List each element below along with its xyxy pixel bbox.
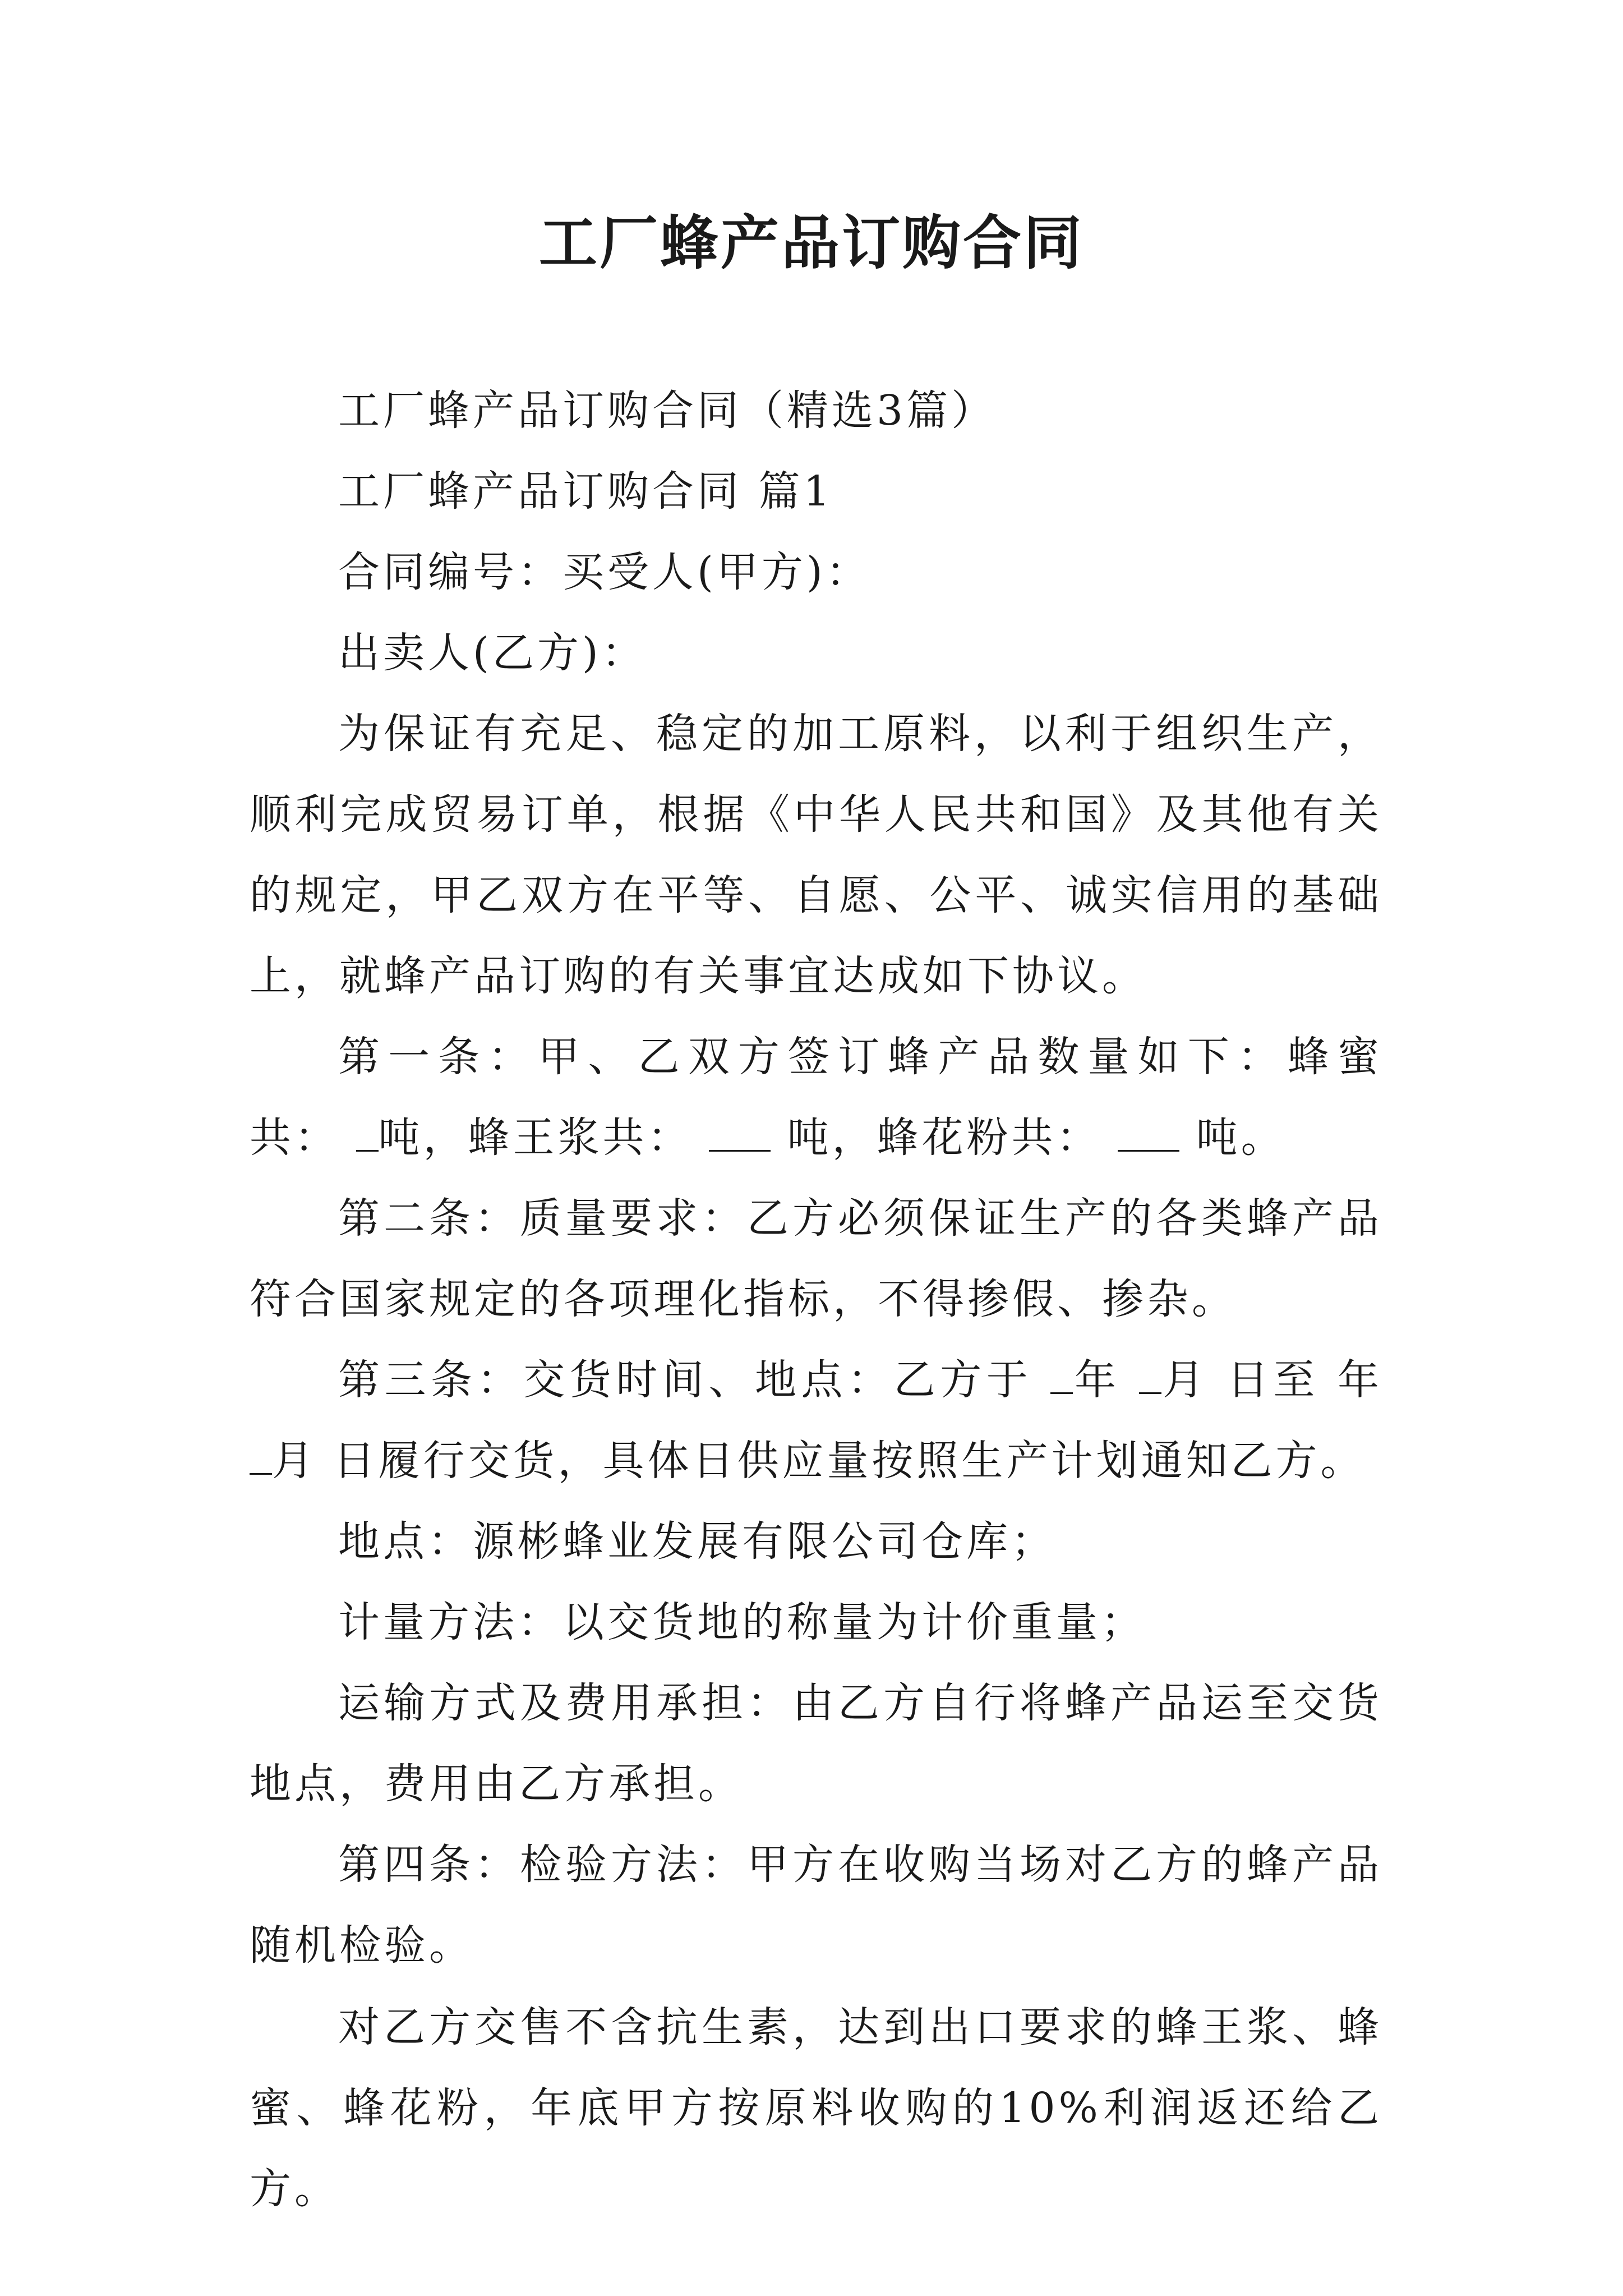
article-1-text-c: 吨，蜂花粉共：: [787, 1114, 1101, 1162]
article-3-paragraph: [250, 1340, 1382, 1501]
measurement-line: 计量方法：以交货地的称量为计价重量；: [338, 1598, 1146, 1646]
article-1-paragraph: [250, 1016, 1382, 1178]
blank-field: [1118, 1117, 1179, 1152]
preamble-paragraph: 为保证有充足、稳定的加工原料，以利于组织生产，顺利完成贸易订单，根据《中华人民共和国》及其他有关的规定，甲乙双方在平等、自愿、公平、诚实信用的基础上，就蜂产品订购的有关事宜达成如下协议。: [250, 710, 1382, 1000]
blank-field: [1050, 1360, 1073, 1394]
blank-field: [356, 1117, 379, 1152]
article-3-text-c: 月 日至 年: [1161, 1356, 1383, 1404]
seller-line: 出卖人(乙方)：: [338, 629, 647, 677]
article-3-text-b: 年: [1073, 1356, 1121, 1404]
subtitle-line: 工厂蜂产品订购合同（精选3篇）: [338, 386, 997, 435]
blank-field: [1139, 1360, 1161, 1394]
article-4-paragraph: 第四条：检验方法：甲方在收购当场对乙方的蜂产品随机检验。: [250, 1841, 1382, 1970]
document-title: 工厂蜂产品订购合同: [538, 208, 1084, 277]
transport-paragraph: 运输方式及费用承担：由乙方自行将蜂产品运至交货地点，费用由乙方承担。: [250, 1679, 1382, 1808]
blank-field: [250, 1441, 272, 1475]
document-body: [250, 370, 1382, 2229]
article-1-text-d: 吨。: [1196, 1114, 1286, 1162]
rebate-paragraph: 对乙方交售不含抗生素，达到出口要求的蜂王浆、蜂蜜、蜂花粉，年底甲方按原料收购的10%利润返还给乙方。: [250, 2003, 1382, 2213]
location-line: 地点：源彬蜂业发展有限公司仓库；: [338, 1517, 1056, 1566]
contract-number-line: 合同编号：买受人(甲方)：: [338, 548, 871, 596]
article-2-paragraph: 第二条：质量要求：乙方必须保证生产的各类蜂产品符合国家规定的各项理化指标，不得掺假、掺杂。: [250, 1194, 1382, 1323]
article-3-text-a: 第三条：交货时间、地点：乙方于: [338, 1356, 1033, 1404]
article-1-text-b: 吨，蜂王浆共：: [378, 1114, 693, 1162]
blank-field: [709, 1117, 771, 1152]
article-3-text-d: 月 日履行交货，具体日供应量按照生产计划通知乙方。: [272, 1437, 1366, 1485]
section-heading: 工厂蜂产品订购合同 篇1: [338, 467, 833, 516]
article-1-text-a: 第一条：甲、乙双方签订蜂产品数量如下：蜂蜜 共：: [250, 1033, 1382, 1162]
